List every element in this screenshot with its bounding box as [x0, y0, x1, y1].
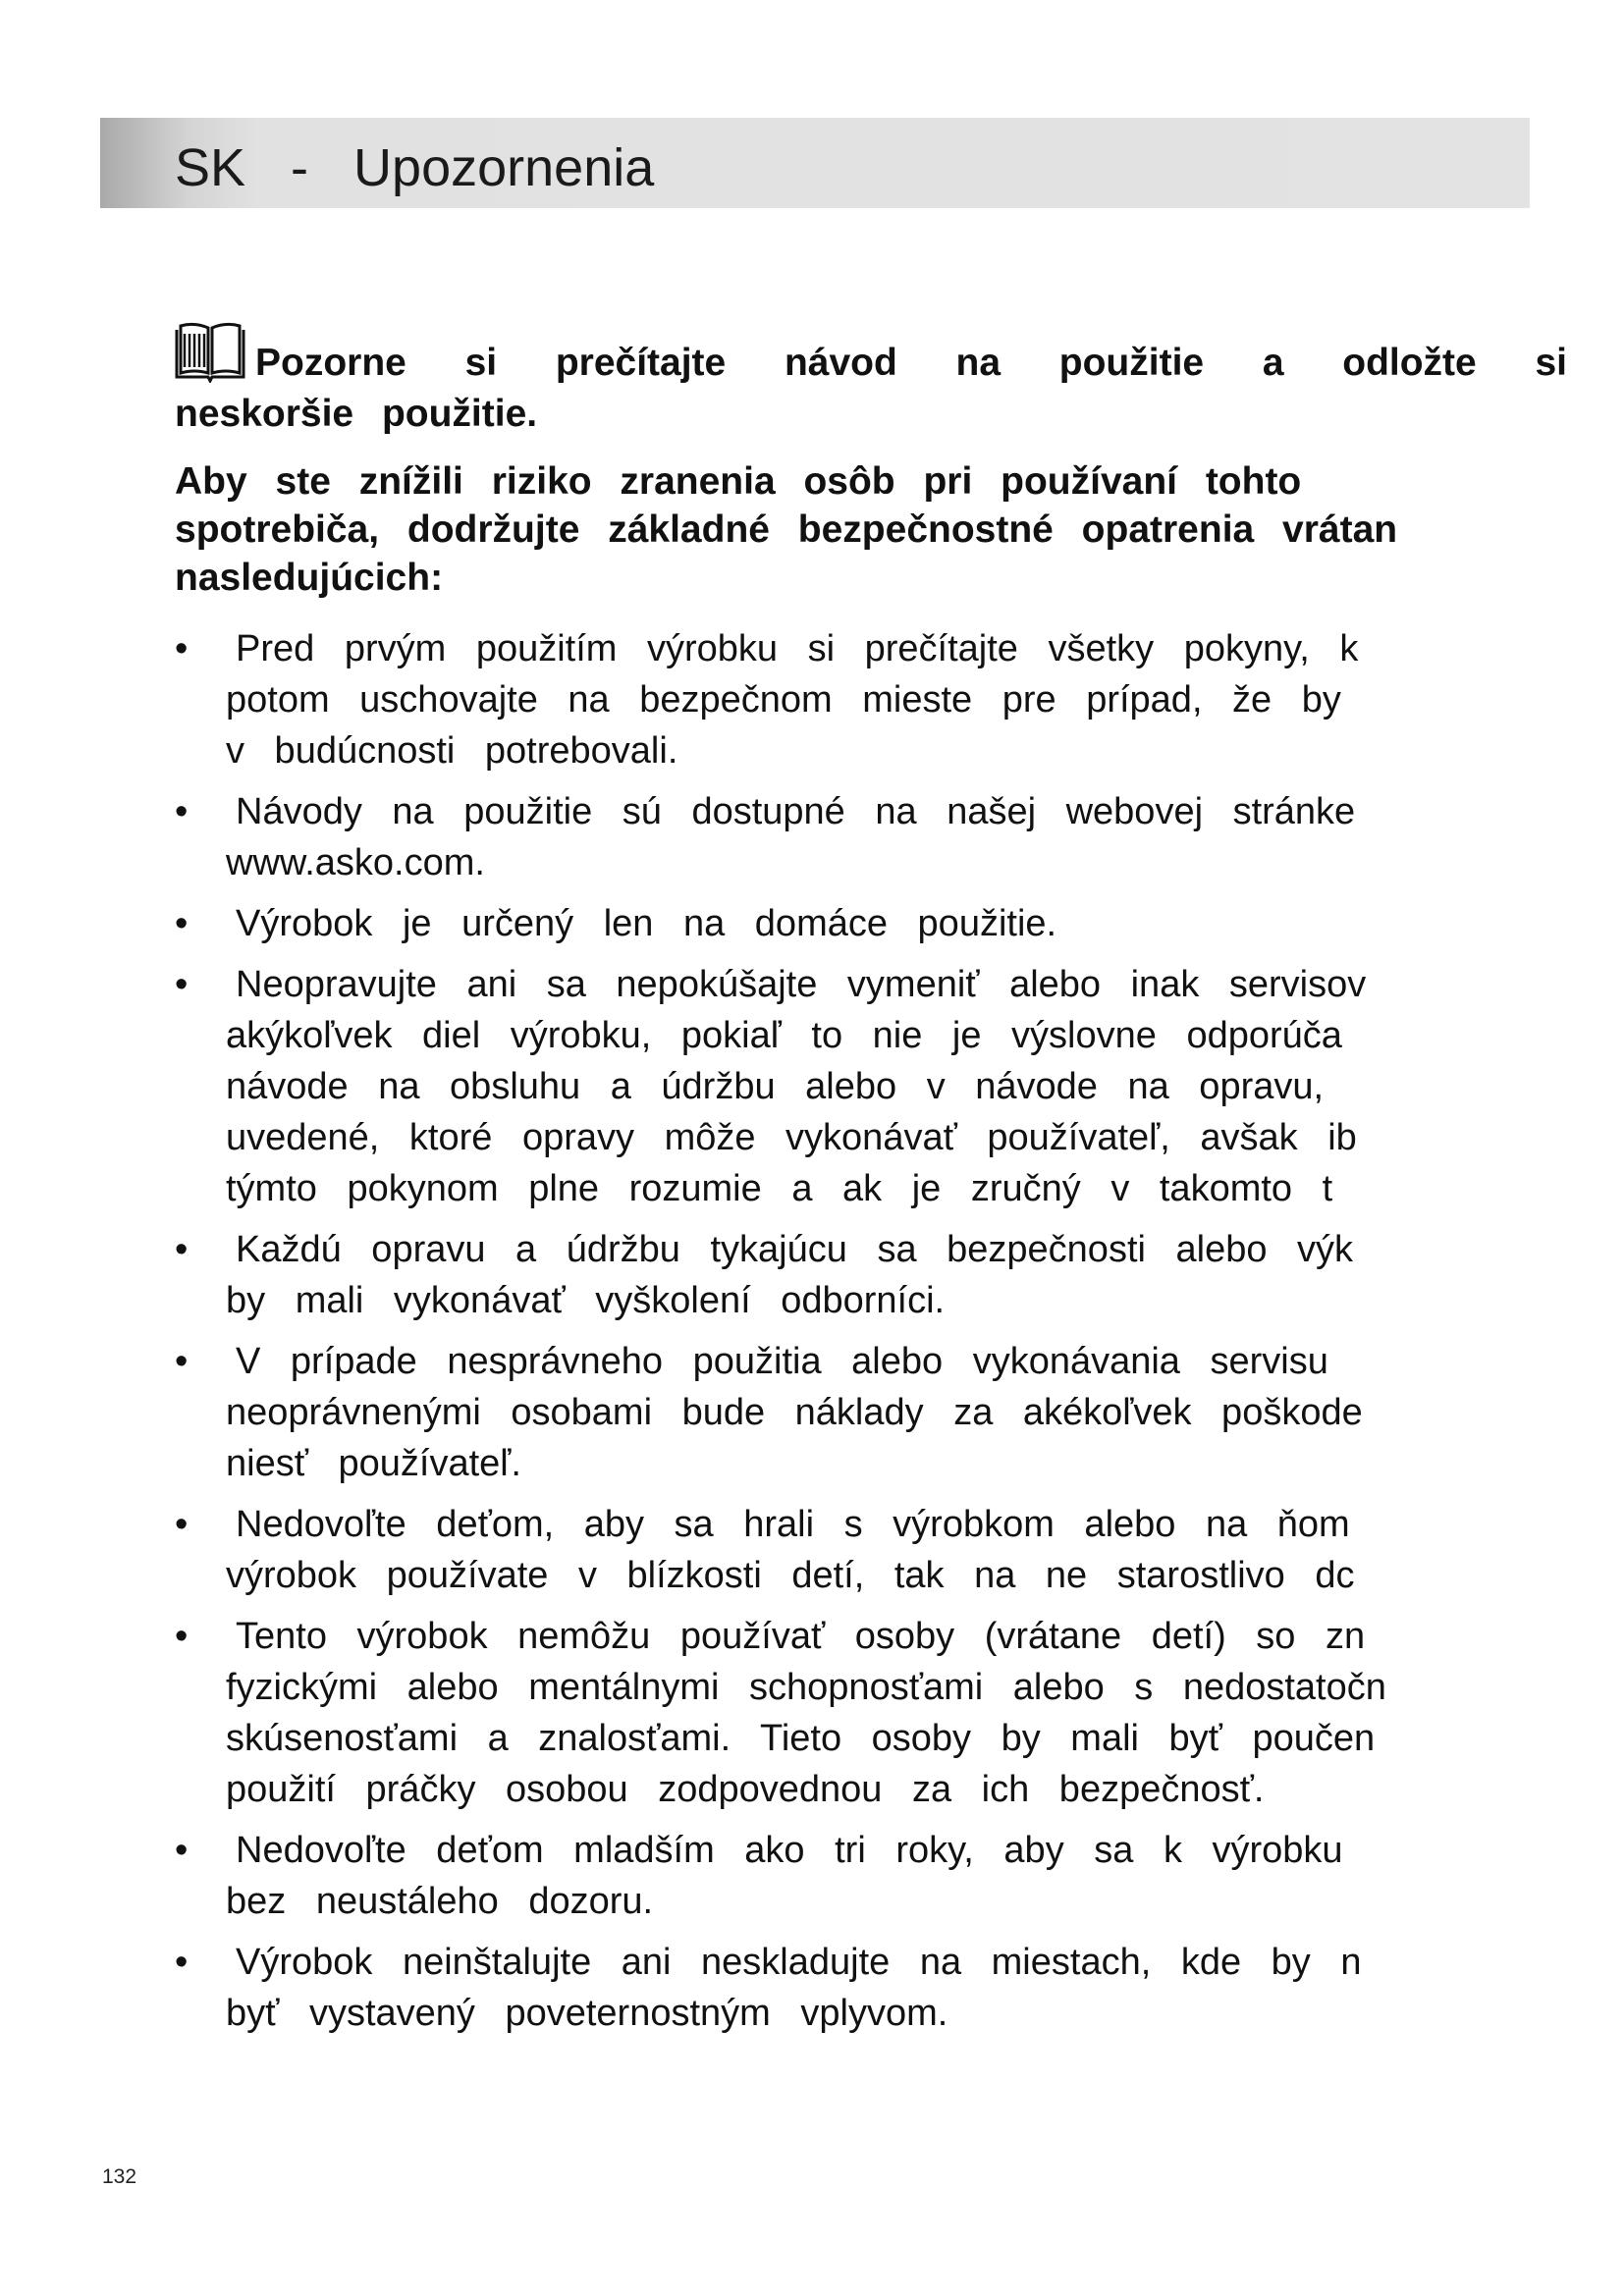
list-item-line: www.asko.com.: [226, 842, 485, 883]
list-item-line: týmto pokynom plne rozumie a ak je zručný v takomto t: [226, 1168, 1333, 1209]
list-item-line: Neopravujte ani sa nepokúšajte vymeniť alebo inak servisov: [236, 964, 1367, 1005]
warning-line: nasledujúcich:: [175, 557, 444, 599]
list-item-line: Tento výrobok nemôžu používať osoby (vrátane detí) so zn: [236, 1616, 1366, 1657]
list-item-line: výrobok používate v blízkosti detí, tak na ne starostlivo dc: [226, 1555, 1355, 1596]
page-title: [175, 138, 655, 197]
list-item-line: Návody na použitie sú dostupné na našej webovej stránke: [236, 791, 1356, 832]
list-item-line: potom uschovajte na bezpečnom mieste pre prípad, že by: [226, 679, 1341, 721]
bullet-icon: •: [175, 1341, 189, 1382]
list-item-line: bez neustáleho dozoru.: [226, 1881, 654, 1922]
bullet-icon: •: [175, 1504, 189, 1545]
list-item-line: skúsenosťami a znalosťami. Tieto osoby by mali byť poučen: [226, 1718, 1376, 1759]
list-item-line: Výrobok neinštalujte ani neskladujte na miestach, kde by n: [236, 1942, 1362, 1983]
list-item: [175, 1825, 1589, 1927]
list-item: [175, 1336, 1589, 1489]
language-code: SK: [175, 138, 246, 197]
header-band: [100, 118, 1530, 208]
bullet-icon: •: [175, 1616, 189, 1657]
list-item-line: Výrobok je určený len na domáce použitie.: [236, 903, 1057, 944]
list-item-line: Nedovoľte deťom, aby sa hrali s výrobkom alebo na ňom: [236, 1504, 1350, 1545]
warning-line: Aby ste znížili riziko zranenia osôb pri používaní tohto: [175, 460, 1302, 503]
bullet-icon: •: [175, 1229, 189, 1270]
list-item: [175, 623, 1589, 776]
list-item-line: uvedené, ktoré opravy môže vykonávať používateľ, avšak ib: [226, 1117, 1357, 1158]
list-item-line: byť vystavený poveternostným vplyvom.: [226, 1993, 948, 2034]
page-number: 132: [102, 2165, 137, 2188]
intro-line-2: neskoršie použitie.: [175, 393, 538, 435]
bullet-icon: •: [175, 628, 189, 669]
list-item-line: Každú opravu a údržbu tykajúcu sa bezpečnosti alebo výk: [236, 1229, 1354, 1270]
list-item-line: Nedovoľte deťom mladším ako tri roky, aby sa k výrobku: [236, 1830, 1343, 1871]
bullet-icon: •: [175, 903, 189, 944]
bullet-icon: •: [175, 1830, 189, 1871]
list-item: [175, 959, 1589, 1214]
list-item: [175, 1224, 1589, 1326]
list-item: [175, 1499, 1589, 1601]
title-separator: -: [291, 138, 309, 197]
intro-notice: [175, 320, 1567, 440]
safety-instructions-list: [175, 623, 1589, 2049]
list-item-line: fyzickými alebo mentálnymi schopnosťami alebo s nedostatočn: [226, 1667, 1386, 1708]
book-icon: [175, 320, 245, 383]
list-item-line: akýkoľvek diel výrobku, pokiaľ to nie je výslovne odporúča: [226, 1015, 1342, 1056]
bullet-icon: •: [175, 1942, 189, 1983]
list-item-line: neoprávnenými osobami bude náklady za akékoľvek poškode: [226, 1392, 1363, 1433]
list-item: [175, 786, 1589, 888]
list-item-line: v budúcnosti potrebovali.: [226, 730, 678, 772]
page-content: [175, 320, 1569, 2049]
list-item-line: by mali vykonávať vyškolení odborníci.: [226, 1280, 946, 1321]
list-item: [175, 898, 1589, 949]
safety-warning: [175, 457, 1608, 602]
list-item-line: Pred prvým použitím výrobku si prečítajte všetky pokyny, k: [236, 628, 1359, 669]
warning-line: spotrebiča, dodržujte základné bezpečnostné opatrenia vrátan: [175, 508, 1398, 551]
section-title: Upozornenia: [353, 138, 655, 197]
list-item-line: V prípade nesprávneho použitia alebo vykonávania servisu: [236, 1341, 1328, 1382]
bullet-icon: •: [175, 791, 189, 832]
list-item: [175, 1611, 1589, 1815]
list-item: [175, 1937, 1589, 2039]
list-item-line: použití práčky osobou zodpovednou za ich bezpečnosť.: [226, 1769, 1265, 1810]
bullet-icon: •: [175, 964, 189, 1005]
intro-line-1: Pozorne si prečítajte návod na použitie a odložte si: [255, 342, 1567, 384]
list-item-line: niesť používateľ.: [226, 1443, 521, 1484]
list-item-line: návode na obsluhu a údržbu alebo v návode na opravu,: [226, 1066, 1325, 1107]
